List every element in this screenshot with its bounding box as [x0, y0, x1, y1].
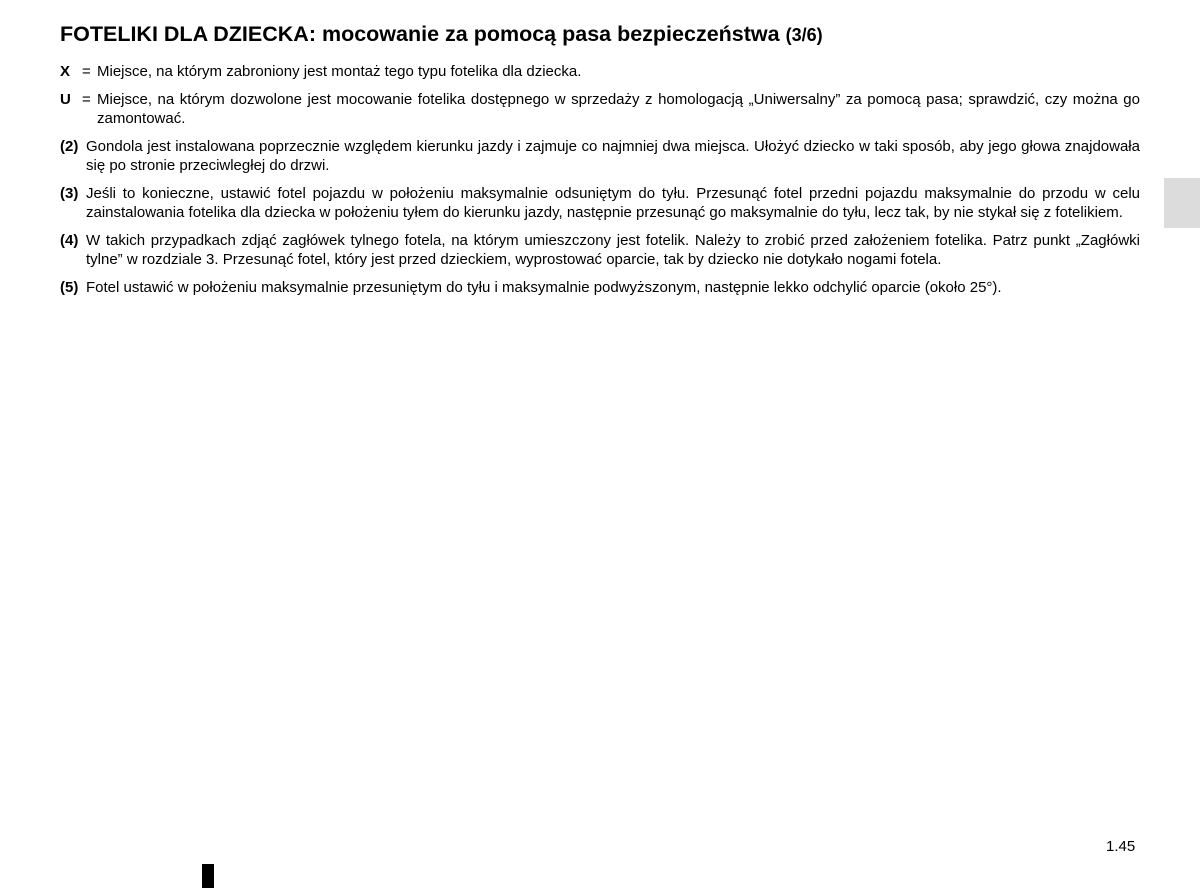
- page-number: 1.45: [1106, 838, 1136, 855]
- legend-text: Miejsce, na którym zabroniony jest montaż tego typu fotelika dla dziecka.: [97, 63, 582, 80]
- legend-key: U: [60, 90, 71, 108]
- page-title: [60, 20, 823, 49]
- page-title-text: FOTELIKI DLA DZIECKA: mocowanie za pomocą pasa bezpieczeństwa: [60, 22, 780, 46]
- note-text: Gondola jest instalowana poprzecznie względem kierunku jazdy i zajmuje co najmniej dwa miejsca. Ułożyć dziecko w taki sposób, aby jego głowa znajdowała się po stronie przeciwległej do drzwi.: [86, 137, 1140, 174]
- note-text: Jeśli to konieczne, ustawić fotel pojazdu w położeniu maksymalnie odsuniętym do tyłu. Przesunąć fotel przedni pojazdu maksymalnie do przodu w celu zainstalowania fotelika dla dziecka w położeniu tyłem do kierunku jazdy, następnie przesunąć go maksymalnie do tyłu, lecz tak, by nie stykał się z fotelikiem.: [86, 184, 1140, 221]
- note-key: (3): [60, 184, 79, 202]
- note-key: (2): [60, 137, 79, 155]
- page-part-indicator: (3/6): [785, 25, 823, 45]
- section-tab: [1164, 178, 1200, 228]
- legend-separator: =: [82, 63, 91, 80]
- note-key: (5): [60, 278, 79, 296]
- legend-item-x: [60, 62, 1140, 82]
- crop-mark: [202, 864, 214, 888]
- note-item-2: [60, 137, 1140, 176]
- note-text: W takich przypadkach zdjąć zagłówek tylnego fotela, na którym umieszczony jest fotelik. Należy to zrobić przed założeniem fotelika. Patrz punkt „Zagłówki tylne” w rozdziale 3. Przesunąć fotel, który jest przed dzieckiem, wyprostować oparcie, tak by dziecko nie dotykało nogami fotela.: [86, 231, 1140, 268]
- note-item-5: [60, 278, 1140, 298]
- legend-item-u: [60, 90, 1140, 129]
- note-key: (4): [60, 231, 79, 249]
- legend-separator: =: [82, 90, 91, 108]
- note-item-3: [60, 184, 1140, 223]
- legend-text: Miejsce, na którym dozwolone jest mocowanie fotelika dostępnego w sprzedaży z homologacją „Uniwersalny” za pomocą pasa; sprawdzić, czy można go zamontować.: [97, 90, 1140, 127]
- note-text: Fotel ustawić w położeniu maksymalnie przesuniętym do tyłu i maksymalnie podwyższonym, następnie lekko odchylić oparcie (około 25°).: [86, 278, 1002, 296]
- legend-key: X: [60, 63, 71, 80]
- note-item-4: [60, 231, 1140, 270]
- page-content: [60, 62, 1140, 305]
